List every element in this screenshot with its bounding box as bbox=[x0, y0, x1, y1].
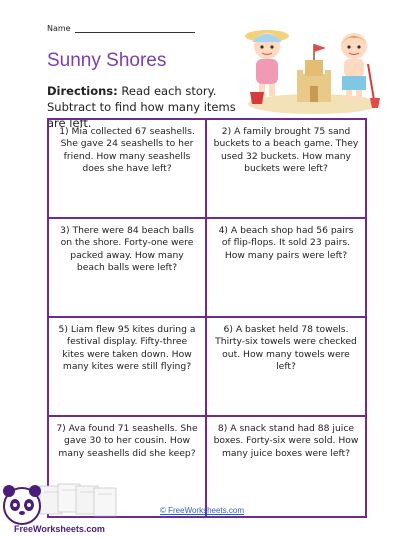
problem-4: 4) A beach shop had 56 pairs of flip-flops. It sold 23 pairs. How many pairs were left? bbox=[207, 219, 365, 318]
directions-label: Directions: bbox=[47, 84, 118, 98]
girl-figure bbox=[245, 30, 289, 104]
problem-8: 8) A snack stand had 88 juice boxes. Forty-six were sold. How many juice boxes were left? bbox=[213, 423, 359, 459]
problem-3: 3) There were 84 beach balls on the shore. Forty-one were packed away. How many beach balls were left? bbox=[49, 219, 207, 318]
problem-1: 1) Mia collected 67 seashells. She gave 24 seashells to her friend. How many seashells does she have left? bbox=[49, 120, 207, 219]
name-row bbox=[47, 24, 195, 33]
worksheet-stack-icon bbox=[40, 484, 116, 516]
logo-text: FreeWorksheets.com bbox=[14, 524, 105, 534]
beach-kids-illustration bbox=[242, 24, 382, 114]
boy-figure bbox=[341, 33, 380, 108]
footer-link[interactable]: © FreeWorksheets.com bbox=[160, 506, 244, 515]
problem-5: 5) Liam flew 95 kites during a festival display. Fifty-three kites were taken down. How many kites were still flying? bbox=[49, 318, 207, 417]
problem-2: 2) A family brought 75 sand buckets to a beach game. They used 32 buckets. How many buckets were left? bbox=[207, 120, 365, 219]
panda-mascot-icon bbox=[3, 485, 41, 524]
name-label: Name bbox=[47, 24, 71, 33]
problem-7: 7) Ava found 71 seashells. She gave 30 to her cousin. How many seashells did she keep? bbox=[49, 417, 207, 516]
name-line[interactable] bbox=[75, 24, 195, 33]
problem-grid bbox=[47, 118, 367, 518]
sandcastle-icon bbox=[297, 44, 331, 102]
problem-6: 6) A basket held 78 towels. Thirty-six towels were checked out. How many towels were left? bbox=[207, 318, 365, 417]
page-title: Sunny Shores bbox=[47, 50, 167, 71]
directions-text: Read each story. Subtract to find how many items are left. bbox=[47, 84, 236, 130]
